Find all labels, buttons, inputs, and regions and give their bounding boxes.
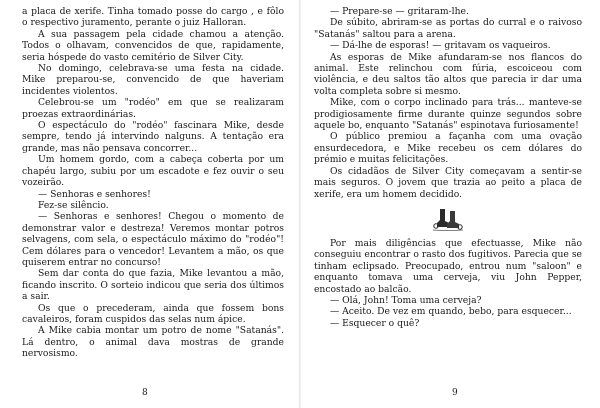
paragraph: As esporas de Mike afundaram-se nos flancos do animal. Este relinchou com fúria, escoiceou com violência, e deu saltos tão altos que parecia ir dar uma volta completa sobre si mesmo.: [314, 51, 582, 97]
boots-spurs-vignette: [431, 206, 465, 232]
page-number: 8: [142, 388, 148, 398]
right-page: [300, 0, 600, 408]
page-number: 9: [452, 388, 458, 398]
paragraph: Os que o precederam, ainda que fossem bons cavaleiros, foram cuspidos das selas num ápice.: [22, 302, 284, 325]
paragraph: A sua passagem pela cidade chamou a atenção. Todos o olhavam, convencidos de que, rapidamente, seria hóspede do vasto cemitério de Silver City.: [22, 28, 284, 63]
paragraph: Fez-se silêncio.: [38, 199, 109, 211]
paragraph: — Esquecer o quê?: [330, 317, 420, 329]
paragraph: a placa de xerife. Tinha tomado posse do cargo , e fôlo o respectivo juramento, perante o juiz Halloran.: [22, 6, 284, 29]
paragraph: Sem dar conta do que fazia, Mike levantou a mão, ficando inscrito. O sorteio indicou que seria dos últimos a sair.: [22, 268, 284, 303]
paragraph: — Prepare-se — gritaram-lhe.: [330, 6, 469, 17]
paragraph: — Aceito. De vez em quando, bebo, para esquecer...: [330, 306, 572, 318]
right-page-text: [314, 6, 582, 329]
paragraph: — Dá-lhe de esporas! — gritavam os vaqueiros.: [330, 40, 551, 52]
paragraph: O público premiou a façanha com uma ovação ensurdecedora, e Mike recebeu os cem dólares do prémio e muitas felicitações.: [314, 131, 582, 166]
paragraph: — Senhoras e senhores!: [38, 188, 151, 200]
paragraph: No domingo, celebrava-se uma festa na cidade. Mike preparou-se, convencido de que haveriam incidentes violentos.: [22, 63, 284, 97]
paragraph: Os cidadãos de Silver City começavam a sentir-se mais seguros. O jovem que trazia ao peito a placa de xerife, era um homem decidido.: [314, 165, 582, 200]
paragraph: Mike, com o corpo inclinado para trás... manteve-se prodigiosamente firme durante quinze segundos sobre aquele bo, enquanto "Satanás" espinotava furiosamente!: [314, 97, 582, 132]
paragraph: Por mais diligências que efectuasse, Mike não conseguiu encontrar o rasto dos fugitivos. Parecia que se tinham eclipsado. Preocupado, entrou num "saloon" e enquanto tomava uma cerveja, viu John Pepper, encostado ao balcão.: [314, 237, 582, 295]
left-page-text: [22, 6, 284, 360]
paragraph: Celebrou-se um "rodéo" em que se realizaram proezas extraordinárias.: [22, 97, 284, 120]
paragraph: O espectáculo do "rodéo" fascinara Mike, desde sempre, tendo já intervindo nalguns. A tentação era grande, mas não pensava concorrer...: [22, 120, 284, 154]
paragraph: Um homem gordo, com a cabeça coberta por um chapéu largo, subiu por um escadote e fez ouvir o seu vozeirão.: [22, 154, 284, 189]
paragraph: — Senhoras e senhores! Chegou o momento de demonstrar valor e destreza! Veremos montar potros selvagens, com sela, o espectáculo máximo do "rodéo"! Cem dólares para o vencedor! Levantem a mão, os que quiserem entrar no concurso!: [22, 211, 284, 268]
paragraph: De súbito, abriram-se as portas do curral e o raivoso "Satanás" saltou para a arena.: [314, 17, 582, 40]
paragraph: — Olá, John! Toma uma cerveja?: [330, 294, 482, 306]
paragraph: A Mike cabia montar um potro de nome "Satanás". Lá dentro, o animal dava mostras de grande nervosismo.: [22, 325, 284, 360]
